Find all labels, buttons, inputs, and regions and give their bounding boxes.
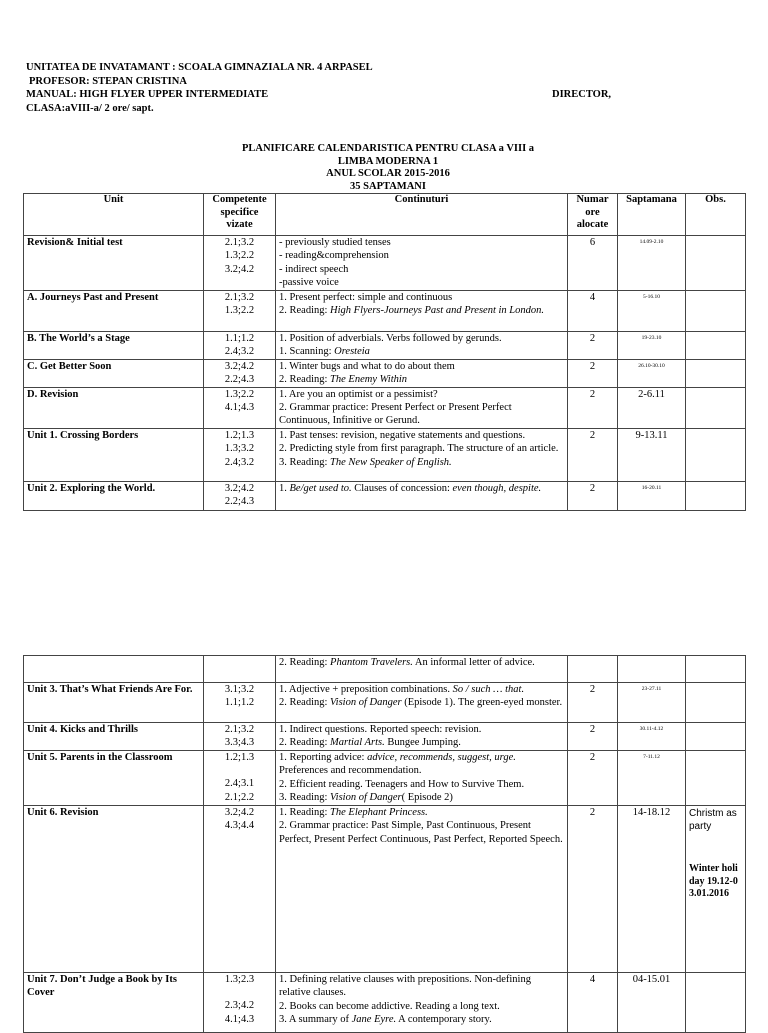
competente-value: 1.3;3.2: [224, 443, 255, 455]
continut-text: 2. Reading:: [279, 697, 331, 709]
continut-cell: [276, 656, 568, 683]
continut-text: 1. Scanning:: [279, 346, 335, 358]
continut-line: - reading&comprehension: [279, 250, 389, 262]
col-header-unit: Unit: [24, 194, 204, 236]
continut-italic: High Flyers-Journeys Past and Present in London.: [330, 305, 545, 317]
competente-cell: [204, 723, 276, 751]
competente-value: 4.1;4.3: [224, 1013, 255, 1025]
unit-cell: Unit 3. That’s What Friends Are For.: [24, 683, 204, 723]
planning-table-continued: [23, 655, 746, 1033]
competente-cell: [204, 656, 276, 683]
competente-cell: [204, 359, 276, 387]
table-row: [24, 972, 746, 1032]
document-title: [0, 142, 768, 192]
continut-line: 2. Efficient reading. Teenagers and How to Survive Them.: [279, 778, 525, 790]
continut-italic: Vision of Danger: [330, 697, 402, 709]
table-row: [24, 428, 746, 481]
obs-note: Christm as party: [689, 807, 737, 832]
obs-cell: [686, 805, 746, 972]
continut-text: 3. Reading:: [279, 456, 331, 468]
unit-cell: C. Get Better Soon: [24, 359, 204, 387]
competente-value: 1.2;1.3: [224, 429, 255, 441]
competente-value: 3.3;4.3: [224, 737, 255, 749]
title-line-3: ANUL SCOLAR 2015-2016: [326, 168, 450, 179]
continut-text: 2. Reading:: [279, 737, 331, 749]
continut-line: [279, 456, 564, 469]
title-line-4: 35 SAPTAMANI: [350, 180, 426, 192]
continut-text: 3. Reading:: [279, 792, 331, 804]
continut-text: 2. Reading:: [279, 305, 331, 317]
continut-line: [279, 304, 564, 317]
spacer: [207, 764, 272, 777]
school-line: UNITATEA DE INVATAMANT : SCOALA GIMNAZIALA NR. 4 ARPASEL: [26, 62, 373, 73]
continut-cell: [276, 331, 568, 359]
week-cell: [618, 723, 686, 751]
competente-value: 4.3;4.4: [224, 820, 255, 832]
table-row: [24, 290, 746, 331]
continut-italic: Be/get used to.: [289, 482, 352, 494]
hours-cell: 2: [568, 387, 618, 428]
unit-cell: Unit 2. Exploring the World.: [24, 481, 204, 510]
obs-cell: [686, 481, 746, 510]
week-cell: [618, 656, 686, 683]
hours-cell: [568, 656, 618, 683]
continut-cell: [276, 290, 568, 331]
continut-line: - previously studied tenses: [279, 237, 391, 248]
continut-line: [279, 751, 564, 778]
competente-cell: [204, 290, 276, 331]
document-header: [26, 61, 373, 115]
continut-text: 2. Reading:: [279, 657, 331, 668]
competente-value: 2.1;2.2: [224, 791, 255, 803]
table-row: [24, 683, 746, 723]
competente-cell: [204, 481, 276, 510]
continut-line: 1. Present perfect: simple and continuous: [279, 291, 453, 303]
continut-italic: Phantom Travelers.: [330, 657, 413, 668]
competente-cell: [204, 387, 276, 428]
continut-line: 1. Position of adverbials. Verbs followed by gerunds.: [279, 332, 502, 344]
continut-text: Bungee Jumping.: [384, 737, 461, 749]
continut-line: 1. Defining relative clauses with prepositions. Non-defining relative clauses.: [279, 973, 531, 999]
continut-cell: [276, 683, 568, 723]
continut-line: [279, 1013, 564, 1026]
unit-cell: [24, 656, 204, 683]
table-row: [24, 656, 746, 683]
continut-italic: Jane Eyre.: [351, 1014, 397, 1026]
continut-line: 1. Past tenses: revision, negative statements and questions.: [279, 429, 526, 441]
week-value: 7-11.12: [643, 754, 660, 760]
obs-cell: [686, 236, 746, 291]
continut-line: 2. Predicting style from first paragraph. The structure of an article.: [279, 443, 559, 455]
obs-cell: [686, 972, 746, 1032]
col-header-competente: Competente specifice vizate: [204, 194, 276, 236]
hours-cell: 2: [568, 723, 618, 751]
table-row: [24, 387, 746, 428]
continut-line: [279, 373, 564, 386]
competente-cell: [204, 683, 276, 723]
unit-cell: B. The World’s a Stage: [24, 331, 204, 359]
continut-italic: The New Speaker of English.: [330, 456, 452, 468]
hours-cell: 2: [568, 683, 618, 723]
unit-cell: Unit 7. Don’t Judge a Book by Its Cover: [24, 972, 204, 1032]
continut-line: 1. Winter bugs and what to do about them: [279, 360, 455, 372]
hours-cell: 2: [568, 359, 618, 387]
competente-value: 3.2;4.2: [224, 360, 255, 372]
continut-line: - indirect speech: [279, 263, 349, 275]
competente-cell: [204, 428, 276, 481]
hours-cell: 2: [568, 481, 618, 510]
unit-cell: Revision& Initial test: [24, 236, 204, 291]
week-cell: 04-15.01: [618, 972, 686, 1032]
obs-cell: [686, 751, 746, 806]
competente-value: 1.1;1.2: [224, 697, 255, 709]
hours-cell: 2: [568, 805, 618, 972]
continut-line: 1. Indirect questions. Reported speech: revision.: [279, 724, 482, 735]
continut-line: [279, 791, 564, 804]
week-value: 30.11-4.12: [639, 726, 664, 732]
week-cell: [618, 359, 686, 387]
competente-value: 2.2;4.3: [224, 374, 255, 386]
continut-cell: [276, 972, 568, 1032]
table-row: [24, 723, 746, 751]
continut-cell: [276, 428, 568, 481]
obs-cell: [686, 656, 746, 683]
unit-cell: Unit 6. Revision: [24, 805, 204, 972]
unit-cell: Unit 1. Crossing Borders: [24, 428, 204, 481]
obs-cell: [686, 428, 746, 481]
hours-cell: 2: [568, 428, 618, 481]
competente-value: 1.3;2.2: [224, 305, 255, 317]
continut-text: 1. Adjective + preposition combinations.: [279, 684, 453, 695]
col-header-numar-ore: Numar ore alocate: [568, 194, 618, 236]
competente-value: 3.2;4.2: [224, 806, 255, 818]
continut-text: 1. Reading:: [279, 806, 331, 818]
competente-cell: [204, 236, 276, 291]
competente-value: 2.1;3.2: [224, 291, 255, 303]
competente-value: 2.1;3.2: [224, 724, 255, 735]
spacer: [207, 986, 272, 999]
competente-value: 3.2;4.2: [224, 482, 255, 494]
week-value: 14.09-2.10: [639, 239, 664, 245]
week-cell: [618, 481, 686, 510]
continut-text: Clauses of concession:: [351, 482, 453, 494]
continut-text: An informal letter of advice.: [412, 657, 535, 668]
competente-value: 2.1;3.2: [224, 237, 255, 248]
obs-cell: [686, 331, 746, 359]
week-cell: [618, 331, 686, 359]
obs-cell: [686, 723, 746, 751]
table-row: [24, 751, 746, 806]
table-row: [24, 236, 746, 291]
week-value: 26.10-30.10: [638, 362, 665, 369]
continut-italic: So / such … that.: [452, 684, 525, 695]
week-value: 16-20.11: [641, 484, 662, 491]
continut-line: [279, 736, 564, 749]
obs-cell: [686, 290, 746, 331]
continut-italic: Oresteia: [334, 346, 370, 358]
unit-cell: D. Revision: [24, 387, 204, 428]
table-row: [24, 331, 746, 359]
table-row: [24, 481, 746, 510]
continut-text: 2. Reading:: [279, 374, 331, 386]
obs-holiday-note: Winter holiday 19.12-03.01.2016: [689, 863, 738, 900]
competente-value: 2.2;4.3: [224, 496, 255, 508]
competente-value: 1.2;1.3: [224, 752, 255, 763]
week-cell: 14-18.12: [618, 805, 686, 972]
continut-line: 1. Are you an optimist or a pessimist?: [279, 388, 438, 400]
continut-line: [279, 683, 564, 696]
hours-cell: 2: [568, 331, 618, 359]
competente-value: 2.4;3.1: [224, 778, 255, 790]
class-line: CLASA:aVIII-a/ 2 ore/ sapt.: [26, 102, 154, 114]
competente-value: 4.1;4.3: [224, 401, 255, 413]
continut-cell: [276, 387, 568, 428]
continut-cell: [276, 751, 568, 806]
continut-line: 2. Books can become addictive. Reading a long text.: [279, 1000, 500, 1012]
continut-italic: advice, recommends, suggest, urge.: [367, 752, 516, 763]
week-value: 23-27.11: [641, 686, 662, 692]
hours-cell: 4: [568, 290, 618, 331]
continut-italic: The Enemy Within: [330, 374, 408, 386]
competente-value: 2.4;3.2: [224, 456, 255, 468]
continut-cell: [276, 481, 568, 510]
continut-text: 1.: [279, 482, 290, 494]
competente-value: 2.4;3.2: [224, 346, 255, 358]
continut-text: ( Episode 2): [401, 792, 453, 804]
unit-cell: A. Journeys Past and Present: [24, 290, 204, 331]
table-header-row: [24, 194, 746, 236]
obs-cell: [686, 359, 746, 387]
continut-line: [279, 696, 564, 709]
week-cell: [618, 751, 686, 806]
teacher-line: PROFESOR: STEPAN CRISTINA: [29, 75, 187, 87]
competente-cell: [204, 972, 276, 1032]
competente-cell: [204, 805, 276, 972]
week-value: 19-23.10: [641, 334, 662, 341]
continut-text: 1. Reporting advice:: [279, 752, 368, 763]
continut-italic: The Elephant Princess.: [330, 806, 428, 818]
continut-line: [279, 482, 564, 495]
director-label: DIRECTOR,: [552, 89, 612, 100]
continut-line: 2. Grammar practice: Present Perfect or Present Perfect Continuous, Infinitive or Gerund.: [279, 401, 512, 427]
continut-line: -passive voice: [279, 277, 339, 289]
continut-text: (Episode 1). The green-eyed monster.: [401, 697, 563, 709]
continut-text: 3. A summary of: [279, 1014, 352, 1026]
manual-line: MANUAL: HIGH FLYER UPPER INTERMEDIATE: [26, 89, 269, 100]
competente-value: 3.1;3.2: [224, 684, 255, 695]
week-cell: 2-6.11: [618, 387, 686, 428]
hours-cell: 6: [568, 236, 618, 291]
week-value: 5-16.10: [643, 293, 660, 300]
continut-italic: Martial Arts.: [330, 737, 385, 749]
competente-value: 1.3;2.3: [224, 973, 255, 985]
continut-italic: even though, despite.: [452, 482, 542, 494]
week-cell: [618, 290, 686, 331]
week-cell: [618, 236, 686, 291]
table-row: [24, 805, 746, 972]
hours-cell: 2: [568, 751, 618, 806]
competente-value: 1.1;1.2: [224, 332, 255, 344]
week-cell: [618, 683, 686, 723]
col-header-saptamana: Saptamana: [618, 194, 686, 236]
continut-cell: [276, 723, 568, 751]
col-header-obs: Obs.: [686, 194, 746, 236]
continut-italic: Vision of Danger: [330, 792, 402, 804]
hours-cell: 4: [568, 972, 618, 1032]
unit-cell: Unit 4. Kicks and Thrills: [24, 723, 204, 751]
continut-cell: [276, 236, 568, 291]
competente-value: 2.3;4.2: [224, 1000, 255, 1012]
continut-text: A contemporary story.: [396, 1014, 492, 1026]
continut-text: Preferences and recommendation.: [279, 765, 422, 777]
title-line-1: PLANIFICARE CALENDARISTICA PENTRU CLASA a VIII a: [241, 143, 535, 154]
obs-cell: [686, 387, 746, 428]
competente-cell: [204, 331, 276, 359]
planning-table: [23, 193, 746, 511]
competente-value: 1.3;2.2: [224, 388, 255, 400]
title-line-2: LIMBA MODERNA 1: [337, 155, 439, 167]
competente-value: 1.3;2.2: [224, 250, 255, 262]
unit-cell: Unit 5. Parents in the Classroom: [24, 751, 204, 806]
col-header-continuturi: Continuturi: [276, 194, 568, 236]
competente-value: 3.2;4.2: [224, 263, 255, 275]
continut-line: [279, 656, 564, 669]
continut-line: 2. Grammar practice: Past Simple, Past Continuous, Present Perfect, Present Perfect Continuous, Past Perfect, Reported Speech.: [279, 820, 563, 845]
continut-cell: [276, 805, 568, 972]
obs-cell: [686, 683, 746, 723]
week-cell: 9-13.11: [618, 428, 686, 481]
continut-line: [279, 345, 564, 358]
table-row: [24, 359, 746, 387]
competente-cell: [204, 751, 276, 806]
continut-cell: [276, 359, 568, 387]
continut-line: [279, 806, 564, 819]
